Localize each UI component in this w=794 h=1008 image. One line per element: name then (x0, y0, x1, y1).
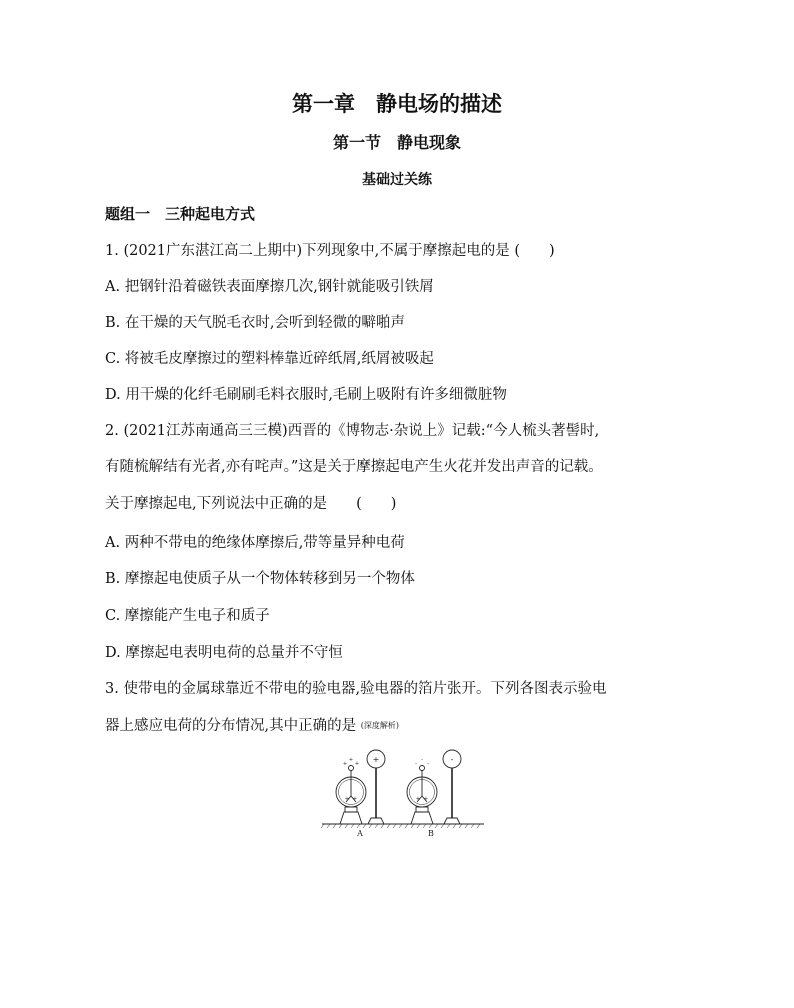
svg-text:+: + (423, 796, 429, 802)
svg-text:+: + (342, 761, 348, 767)
section-title: 第一节 静电现象 (332, 133, 461, 152)
q2-stem-line3: 关于摩擦起电,下列说法中正确的是 ( ) (105, 496, 397, 512)
q2-option-b: B. 摩擦起电使质子从一个物体转移到另一个物体 (105, 571, 415, 587)
q1-option-b: B. 在干燥的天气脱毛衣时,会听到轻微的噼啪声 (105, 315, 405, 331)
electroscope-figure (318, 744, 488, 840)
svg-text:+: + (348, 757, 354, 763)
group-title: 题组一 三种起电方式 (105, 205, 256, 223)
q2-stem-line2: 有随梳解结有光者,亦有咤声。”这是关于摩擦起电产生火花并发出声音的记载。 (105, 459, 603, 475)
q2-option-a: A. 两种不带电的绝缘体摩擦后,带等量异种电荷 (105, 535, 405, 551)
q3-stem-line1: 3. 使带电的金属球靠近不带电的验电器,验电器的箔片张开。下列各图表示验电 (105, 681, 607, 697)
svg-text:+: + (352, 796, 358, 802)
svg-text:+: + (354, 761, 360, 767)
q1-stem: 1. (2021广东湛江高二上期中)下列现象中,不属于摩擦起电的是 ( ) (105, 243, 555, 259)
svg-text:-: - (415, 761, 417, 767)
figure-label-a: A (357, 829, 363, 838)
q2-option-c: C. 摩擦能产生电子和质子 (105, 608, 270, 624)
ball-a-charge: + (372, 755, 380, 764)
q1-option-c: C. 将被毛皮摩擦过的塑料棒靠近碎纸屑,纸屑被吸起 (105, 351, 434, 367)
svg-text:+: + (415, 796, 421, 802)
q3-stem-text: 器上感应电荷的分布情况,其中正确的是 (105, 718, 361, 734)
q1-option-a: A. 把钢针沿着磁铁表面摩擦几次,钢针就能吸引铁屑 (105, 279, 434, 295)
q3-stem-line2 (105, 716, 399, 736)
q2-stem-line1: 2. (2021江苏南通高三三模)西晋的《博物志·杂说上》记载:“今人梳头著髻时, (105, 423, 600, 439)
q1-option-d: D. 用干燥的化纤毛刷刷毛料衣服时,毛刷上吸附有许多细微脏物 (105, 387, 507, 403)
ball-b-charge: - (450, 755, 454, 764)
figure-label-b: B (428, 829, 434, 838)
q3-note: (深度解析) (360, 721, 399, 730)
svg-text:+: + (344, 796, 350, 802)
svg-text:-: - (427, 761, 429, 767)
chapter-title: 第一章 静电场的描述 (292, 92, 502, 116)
q2-option-d: D. 摩擦起电表明电荷的总量并不守恒 (105, 645, 343, 661)
svg-text:-: - (421, 757, 423, 763)
exercise-title: 基础过关练 (362, 172, 432, 188)
